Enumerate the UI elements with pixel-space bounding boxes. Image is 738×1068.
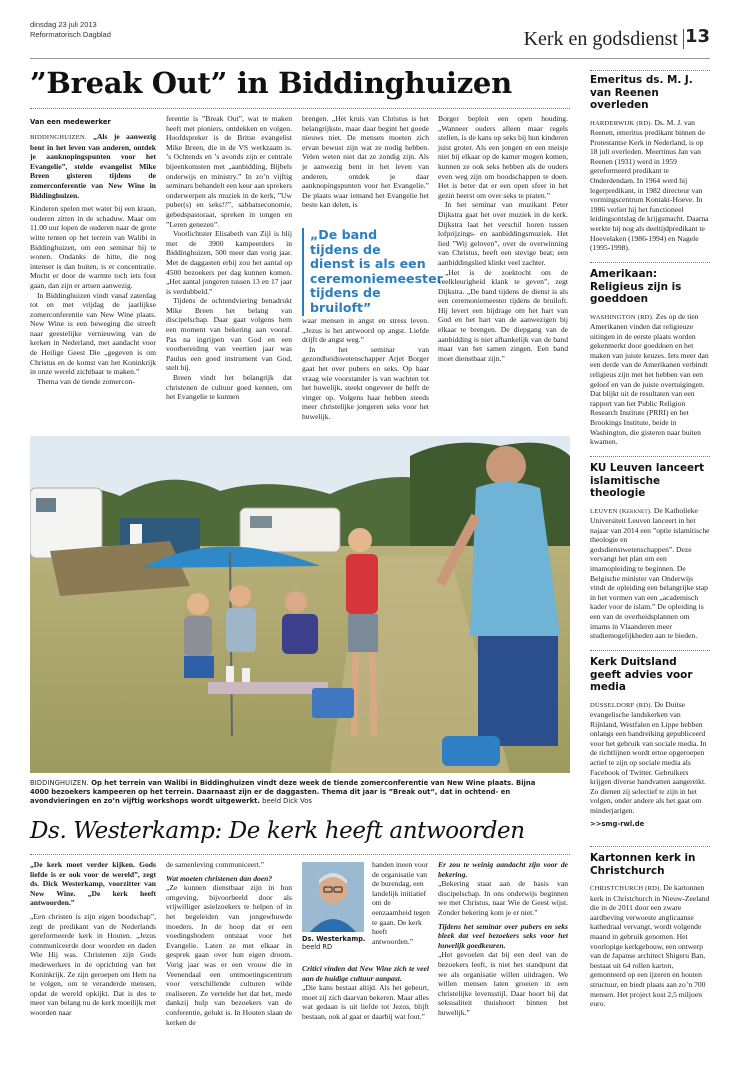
paragraph: handen ineen voor de organisatie van de burendag, een landelijk initiatief om de eenzaamheid tegen te gaan. De kerk heeft antwoorden.”	[372, 860, 430, 946]
sidebar-rule	[590, 650, 710, 651]
news-brief-title: Kartonnen kerk in Christchurch	[590, 852, 696, 877]
paragraph: Borger bepleit een open houding. „Wanneer ouders alleen maar regels stellen, is de kans op seks bij hun kinderen juist groter. Als een jongen en een meisje niet bij elkaar op de kamer mogen komen, kunnen ze ook seks hebben als de ouders even weg zijn om boodschappen te doen. Het is beter dat er een open sfeer in het gezin heerst om over seks te praten.”	[438, 114, 568, 200]
news-brief	[590, 268, 710, 447]
article1-column-4	[438, 114, 568, 363]
paragraph: „Het gevoelen dat bij een deel van de bezoekers leeft, is niet het standpunt dat we als organisatie willen uitdragen. We willen mensen laten groeien in een christelijke levensstijl. Daar hoort bij dat seksualiteit thuishoort binnen het huwelijk.”	[438, 950, 568, 1017]
article1-intro: BIDDINGHUIZEN. „Als je aanwezig bent in het leven van anderen, ontdek je aanknopingspunten voor het Evangelie”, stelde evangelist Mike Breen gisteren tijdens de zomerconferentie van New Wine in Biddinghuizen.	[30, 132, 156, 200]
paragraph: Tijdens de ochtendviering benadrukt Mike Breen het belang van discipelschap. Daar gaat volgens hem een moment van bekering aan vooraf. Pas na ingrijpen van God en een voorbereiding van veertien jaar was Paulus een goed instrument van God, stelt hij.	[166, 296, 292, 373]
paragraph: „Het is de zoektocht om de veelkleurigheid klank te geven”, zegt Dijkstra. „De band tijdens de dienst is als een ceremoniemeester tijdens de bruiloft. Hij levert een bijdrage om het hart van God en het hart van de aanwezigen bij elkaar te brengen. De diepgang van de aanbidding is niet afhankelijk van de band maar van het samen zingen. Een band moet dienstbaar zijn.”	[438, 267, 568, 363]
paragraph: In Biddinghuizen vindt vanaf zaterdag tot en met vrijdag de jaarlijkse zomerconferentie van New Wine plaats. New Wine is een beweging die streeft naar geestelijke vernieuwing van de kerken in Nederland, met aandacht voor de Heilige Geest Die „gegeven is om Christus en de komst van het Koninkrijk in onze wereld zichtbaar te maken.”	[30, 290, 156, 377]
article2-column-3-bottom	[302, 964, 429, 1022]
section-divider	[683, 29, 684, 49]
paragraph: „Bekering staat aan de basis van discipelschap. In ons onderwijs beginnen we met Christus, naar Wie de Geest wijst. Zonder bekering kom je er niet.”	[438, 879, 568, 917]
article2-headline: Ds. Westerkamp: De kerk heeft antwoorden	[30, 818, 525, 844]
news-brief-body: CHRISTCHURCH (RD). De kartonnen kerk in Christchurch in Nieuw-Zeeland die in de 2011 door een zware aardbeving verwoeste anglicaanse kathedraal vervangt, wordt volgende maand in gebruik genomen. Het voorlopige kerkgebouw, een ontwerp van de Japanse architect Shigeru Ban, bestaat uit 64 rollen karton, gemonteerd op een ijzeren en houten structuur, en biedt plaats aan zo’n 700 mensen. Het project kost 2,5 miljoen euro.	[590, 883, 710, 1009]
article2-headline-rule	[30, 854, 570, 855]
paragraph: ferentie is ”Break Out”, wat te maken heeft met pioniers, ontdekken en volgen. Hoofdspreker is de Britse evangelist Mike Breen, die in de VS werkzaam is. ’s Ochtends en ’s avonds zijn er centrale bijeenkomsten met „aanbidding, Bijbels onderwijs en ministry.” In zo’n vijftig seminars behandelt een keur aan sprekers onderwerpen als muziek in de kerk, ”Uw puber(s) en seks!?”, sabbatseconomie, gebedspastoraat, spreken in tongen en ”Leren genezen”.	[166, 114, 292, 229]
news-brief-title: Emeritus ds. M. J. van Reenen overleden	[590, 74, 693, 111]
newspaper-name: Reformatorisch Dagblad	[30, 30, 111, 39]
news-brief-body: WASHINGTON (RD). Zes op de tien Amerikanen vinden dat religieuze uitingen in de eerste plaats worden gekenmerkt door goeddoen en het maken van juiste keuzes. Iets meer dan een derde van de Amerikanen verbindt religieus zijn met het hebben van een geloof en van de juiste overtuigingen. Dat blijkt uit de resultaten van een rapport van het Public Religion Research Institute (PRRI) en het Brookings Institute, beide in Washington, die gisteren naar buiten kwamen.	[590, 311, 709, 447]
news-brief-body: DÜSSELDORF (RD). De Duitse evangelische landskerken van Rijnland, Westfalen en Lippe hebben onlangs een handreiking gepubliceerd voor het gebruik van sociale media. In de richtlijnen wordt ertoe opgeroepen actief te zijn op sociale media als Facebook of Twitter. Gebruikers krijgen diverse handvatten aangereikt. Zo dienen zij selectief te zijn in het volgen, onder andere als het gaat om minderjarigen.	[590, 699, 707, 816]
paragraph: Voorlichtster Elisabeth van Zijl is blij met de 3900 kampeerders in Biddinghuizen, 500 meer dan vorig jaar. Met de daggasten erbij zou het aantal op 4500 bezoekers per dag kunnen komen. „Het aantal jongeren tussen 13 en 17 jaar is verdubbeld.”	[166, 229, 292, 296]
article1-column-2	[166, 114, 292, 402]
sidebar-rule	[590, 70, 710, 71]
portrait-name: Ds. Westerkamp.	[302, 935, 366, 943]
paragraph: de samenleving communiceert.”	[166, 860, 265, 869]
sidebar-rule	[590, 262, 710, 263]
interview-question: Tijdens het seminar over pubers en seks bleek dat veel bezoekers seks voor het huwelijk goedkeuren.	[438, 921, 568, 950]
news-brief	[590, 74, 710, 253]
news-brief-title: Amerikaan: Religieus zijn is goeddoen	[590, 268, 682, 305]
caption-text: Op het terrein van Walibi in Biddinghuizen vindt deze week de tiende zomerconferentie van New Wine plaats. Bijna 4000 bezoekers kampeeren op het terrein. Daarnaast zijn er de daggasten. Thema dit jaar is ”Break out”, dat in ochtend- en avondvieringen en zo’n vijftig workshops wordt uitgewerkt.	[30, 779, 536, 805]
pull-quote	[302, 227, 443, 316]
paragraph: „Die kans bestaat altijd. Als het gebeurt, moet zij zich daarvan bekeren. Maar alles wat gedaan is uit liefde tot Jezus, blijft bestaan, ook al gaat er daarbij wat fout.”	[302, 983, 429, 1021]
article1-column-3-bottom	[302, 316, 429, 422]
paragraph: brengen. „Het kruis van Christus is het belangrijkste, maar daar begint het goede nieuws niet. De mensen moeten zich ervan bewust zijn wat ze nodig hebben. Velen weten niet dat ze zondig zijn. Als je aanwezig bent in het leven van anderen, ontdek je daar aanknopingspunten voor het Evangelie.” De plaats waar iemand het Evangelie het beste kan delen, is	[302, 114, 429, 210]
article2-column-3-right	[372, 860, 430, 946]
portrait-credit: beeld RD	[302, 943, 333, 952]
header-rule	[30, 58, 710, 59]
paragraph: In het seminar van muzikant Peter Dijkstra gaat het over muziek in de kerk. Dijkstra laat het verschil horen tussen lofprijzings- en aanbiddingsmuziek. Het lied ”Wij geloven”, over de overwinning van Christus, heeft een stevige beat; een aanbiddingslied klinkt veel zachter.	[438, 200, 568, 267]
article1-headline: ”Break Out” in Biddinghuizen	[30, 66, 512, 100]
article2-column-4	[438, 860, 568, 1018]
paragraph: Thema van de tiende zomercon-	[37, 376, 135, 386]
campsite-photo	[30, 436, 570, 773]
external-link[interactable]: >>smg-rwl.de	[590, 819, 645, 828]
interview-question: Er zou te weinig aandacht zijn voor de bekering.	[438, 860, 568, 879]
article1-byline: Van een medewerker	[30, 118, 111, 126]
paragraph: waar mensen in angst en stress leven. „Jezus is het antwoord op angst. Liefde drijft de angst weg.”	[302, 316, 429, 345]
article2-column-1	[30, 860, 156, 1018]
article2-column-2	[166, 860, 292, 1027]
news-brief-body: HARDERWIJK (RD). Ds. M. J. van Reenen, emeritus predikant binnen de Protestantse Kerk in Nederland, is op 18 juli overleden. Meertinus Jan van Reenen (1931) werd in 1959 gereformeerd predikant te Onderdendam. In 1964 werd hij legerpredikant, in 1982 directeur van vormingscentrum Kontakt-Hoeve. In 1986 verliet hij het functioneel leidingsontslag de krijgsmacht. Daarna werkte hij nog als deeltijdpredikant te Hoevelaken (1986-1994) en Nagele (1995-1998).	[590, 117, 709, 253]
pull-quote-text: „De band tijdens de dienst is als een ceremoniemeester tijdens de bruiloft”	[310, 227, 443, 315]
issue-date: dinsdag 23 juli 2013	[30, 20, 97, 29]
caption-credit: beeld Dick Vos	[262, 797, 312, 805]
section-title: Kerk en godsdienst	[523, 28, 678, 50]
portrait-caption	[302, 935, 368, 952]
page-number: 13	[684, 26, 710, 47]
campsite-photo-illustration	[30, 436, 570, 773]
interview-question: Critici vinden dat New Wine zich te veel aan de huidige cultuur aanpast.	[302, 964, 429, 983]
news-brief	[590, 656, 710, 828]
paragraph: „Ze kunnen dienstbaar zijn in hun omgeving, bijvoorbeeld door als vrijwilliger asielzoekers te helpen of in het begeleiden van jongewhuwde moeders. In de hoop dat er een voedingsbodem ontstaat voor het Evangelie. Laten ze met elkaar in gesprek gaan over hun eigen droom. Vorig jaar was er een vrouw die in Veenendaal een ontmoetingscentrum voor verschillende culturen wilde realiseren. Ze vertelde het dat het, mede dankzij hulp van bezoekers van de conferentie, gelukt is. In Houten slaan de kerken de	[166, 883, 292, 1027]
paragraph: In het seminar van gezondheidswetenschapper Arjet Borger gaat het over pubers en seks. Op haar vraag wie voorstander is van wachten tot het huwelijk, steekt ongeveer de helft de vinger op. Volgens haar hebben steeds meer christelijke jongeren seks voor het huwelijk.	[302, 344, 429, 421]
article1-column-3-top	[302, 114, 429, 210]
portrait-illustration	[302, 862, 364, 932]
sidebar-rule	[590, 456, 710, 457]
headline-rule	[30, 108, 570, 109]
sidebar-rule	[590, 846, 710, 847]
westerkamp-portrait	[302, 862, 364, 932]
photo-caption	[30, 779, 550, 806]
news-brief	[590, 852, 710, 1009]
news-brief-title: Kerk Duitsland geeft advies voor media	[590, 656, 693, 693]
page-header	[30, 20, 710, 60]
caption-dateline: BIDDINGHUIZEN.	[30, 779, 89, 787]
article2-intro: „De kerk moet verder kijken. Gods liefde is er ook voor de wereld”, zegt ds. Dick Westerkamp, voorzitter van New Wine. „De kerk heeft antwoorden.”	[30, 860, 156, 908]
news-brief-body: LEUVEN (Kerknet). De Katholieke Universiteit Leuven lanceert in het najaar van 2014 een ”optie islamitische theologie en godsdienstwetenschappen”. Deze vervangt het plan om een imamopleiding te beginnen. De Belgische minister van Onderwijs vindt de opleiding een belangrijke stap in het vormen van een „academisch kader voor de islam.” De opleiding is een van de overheidsplannen om imams in Vlaanderen meer studiemogelijkheden aan te bieden.	[590, 505, 710, 641]
article1-column-1	[30, 132, 156, 386]
paragraph: „Een christen is zijn eigen boodschap”, zegt de predikant van de Nederlands gereformeerde kerk in Houten. „Jezus communiceerde door woorden en daden Wie Hij was. Christenen zijn Gods medewerkers in de oprichting van het Koninkrijk. Ze zijn geroepen om Hem na te volgen, om te veranderde mensen, opdat de wereld opkijkt. Dat is des te meer van belang nu de kerk moeilijk met woorden naar	[30, 911, 156, 1017]
news-brief	[590, 462, 710, 641]
paragraph: Breen vindt het belangrijk dat christenen de cultuur goed kennen, om het Evangelie te kunnen	[166, 373, 292, 402]
news-brief-title: KU Leuven lanceert islamitische theologie	[590, 462, 705, 499]
interview-question: Wat moeten christenen dan doen?	[166, 873, 273, 883]
paragraph: Kinderen spelen met water bij een kraan, ouderen zitten in de schaduw. Maar om 11.00 uur lopen de ouderen naar de grote witte tenten op het terrein van Walibi in Biddinghuizen, om een seminar bij te wonen. Ondanks de hitte, die nog intenser is dan buiten, is er concentratie. Mocht er door de warmte toch iets fout gaan, dan zijn er artsen aanwezig.	[30, 204, 156, 290]
